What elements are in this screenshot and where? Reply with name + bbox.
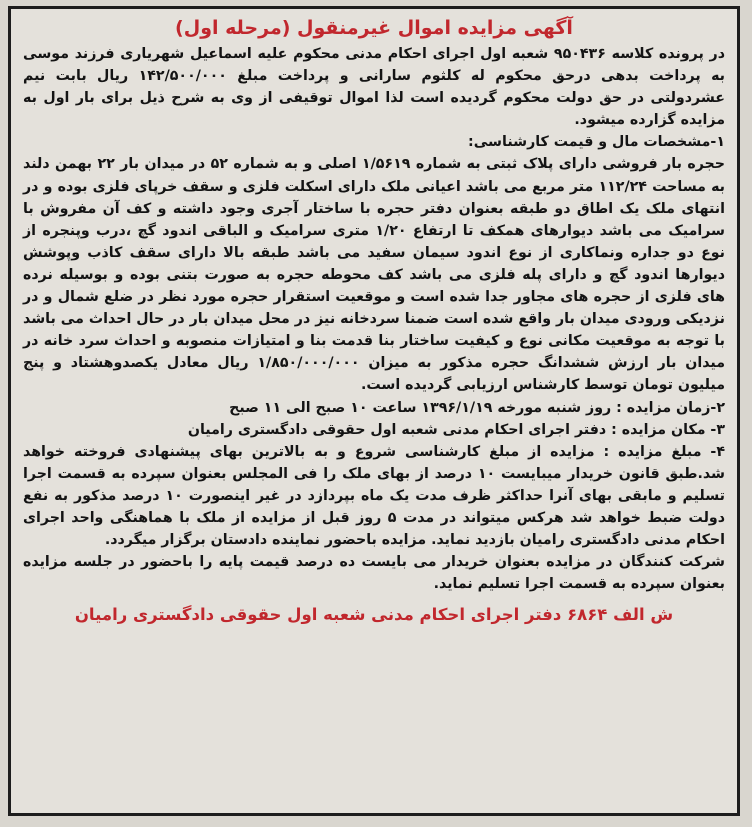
section1-heading: ۱-مشخصات مال و قیمت کارشناسی: xyxy=(468,134,725,151)
closing-paragraph: شرکت کنندگان در مزایده بعنوان خریدار می بایست ده درصد قیمت پایه را باحضور در جلسه مزایده بعنوان سپرده به قسمت اجرا تسلیم نماید. xyxy=(23,554,725,593)
intro-paragraph: در پرونده کلاسه ۹۵۰۴۳۶ شعبه اول اجرای احکام مدنی محکوم علیه اسماعیل شهریاری فرزند موسی به پرداخت بدهی درحق محکوم له کلثوم سارانی و پرداخت مبلغ ۱۴۲/۵۰۰/۰۰۰ ریال بابت نیم عشردولتی در حق دولت محکوم گردیده است لذا اموال توقیفی از وی به شرح ذیل برای بار اول به مزایده گزارده میشود. xyxy=(23,46,725,129)
auction-notice xyxy=(8,6,740,816)
notice-title: آگهی مزایده اموال غیرمنقول (مرحله اول) xyxy=(175,17,573,39)
section4-amount: ۴- مبلغ مزایده : مزایده از مبلغ کارشناسی شروع و به بالاترین بهای پیشنهادی فروخته خواهد شد.طبق قانون خریدار میبایست ۱۰ درصد از بهای ملک را فی المجلس بعنوان سپرده به قسمت اجرا تسلیم و مابقی بهای آنرا حداکثر ظرف مدت یک ماه بپردازد در غیر اینصورت ۱۰ درصد مذکور به نفع دولت ضبط خواهد شد هرکس میتواند در مدت ۵ روز قبل از مزایده از ملک با هماهنگی واحد اجرای احکام مدنی دادگستری رامیان بازدید نماید. مزایده باحضور نماینده دادستان برگزار میگردد. xyxy=(23,443,725,549)
section3-place: ۳- مکان مزایده : دفتر اجرای احکام مدنی شعبه اول حقوقی دادگستری رامیان xyxy=(187,421,725,438)
section1-body: حجره بار فروشی دارای پلاک ثبتی به شماره ۱/۵۶۱۹ اصلی و به شماره ۵۲ در میدان بار ۲۲ بهمن دلند به مساحت ۱۱۲/۲۴ متر مربع می باشد اعیانی ملک دارای اسکلت فلزی و سقف خرپای فلزی بوده و در انتهای ملک یک اطاق دو طبقه بعنوان دفتر حجره با ساختار آجری وجود داشته و کف آن مفروش با سرامیک می باشد دیوارهای همکف تا ارتفاع ۱/۲۰ متری سرامیک و الباقی اندود گچ ،درب وپنجره از نوع دو جداره ونماکاری از نوع اندود سیمان سفید می باشد طبقه بالا دارای سقف کاذب وپوشش دیوارها اندود گچ و دارای پله فلزی می باشد کف محوطه حجره به صورت بتنی بوده و بوسیله نرده های فلزی از حجره های مجاور جدا شده است و موقعیت استقرار حجره مورد نظر در ضلع شمال و در نزدیکی ورودی میدان بار واقع شده است ضمنا سردخانه نیز در محل میدان بار در حال احداث می باشد با توجه به موقعیت مکانی نوع و کیفیت ساختار بنا قدمت بنا و امتیازات منصوبه و احداث سرد خانه در میدان بار ارزش ششدانگ حجره مذکور به میزان ۱/۸۵۰/۰۰۰/۰۰۰ ریال معادل یکصدوهشتاد و پنج میلیون تومان توسط کارشناس ارزیابی گردیده است. xyxy=(23,156,725,394)
section2-time: ۲-زمان مزایده : روز شنبه مورخه ۱۳۹۶/۱/۱۹ ساعت ۱۰ صبح الی ۱۱ صبح xyxy=(229,399,725,416)
notice-footer: ش الف ۶۸۶۴ دفتر اجرای احکام مدنی شعبه اول حقوقی دادگستری رامیان xyxy=(74,605,674,625)
